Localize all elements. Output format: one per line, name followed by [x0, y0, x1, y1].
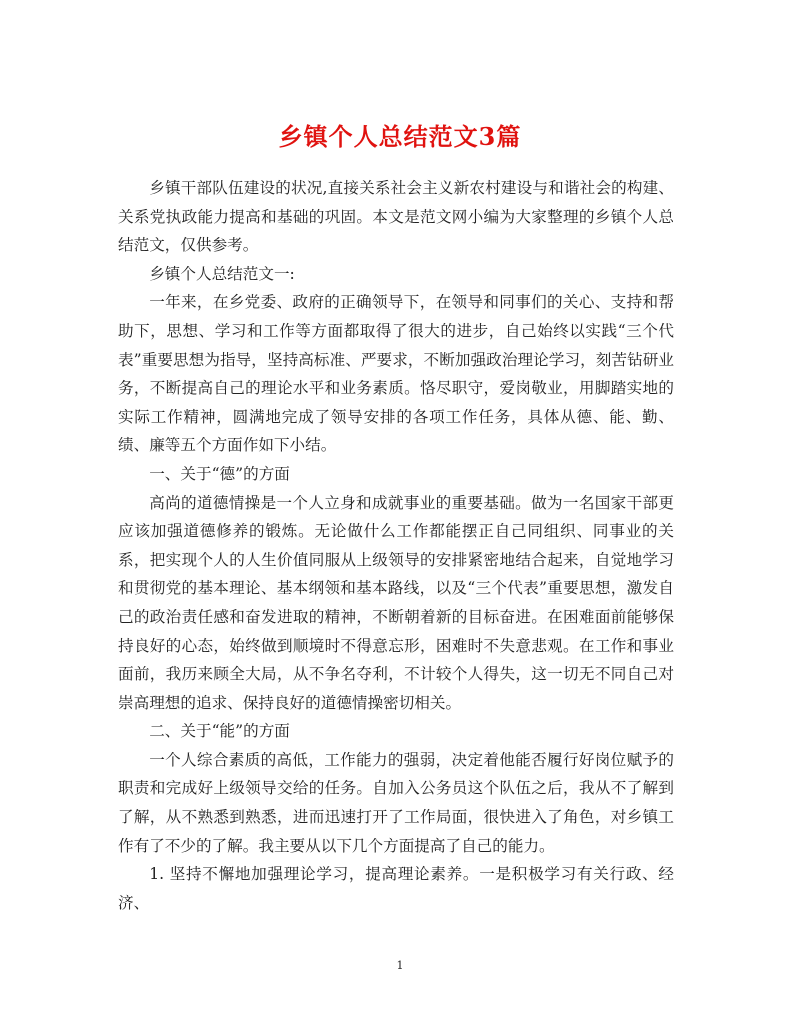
subsection-heading-neng: 二、关于“能”的方面 [149, 722, 290, 741]
document-body [118, 174, 674, 917]
body-paragraph: 高尚的道德情操是一个人立身和成就事业的重要基础。做为一名国家干部更应该加强道德修养的锻炼。无论做什么工作都能摆正自己同组织、同事业的关系，把实现个人的人生价值同服从上级领导的安排紧密地结合起来，自觉地学习和贯彻党的基本理论、基本纲领和基本路线，以及“三个代表”重要思想，激发自己的政治责任感和奋发进取的精神，不断朝着新的目标奋进。在困难面前能够保持良好的心态，始终做到顺境时不得意忘形，困难时不失意悲观。在工作和事业面前，我历来顾全大局，从不争名夺利，不计较个人得失，这一切无不同自己对崇高理想的追求、保持良好的道德情操密切相关。 [118, 493, 674, 712]
numbered-paragraph: 1. 坚持不懈地加强理论学习，提高理论素养。一是积极学习有关行政、经济、 [118, 865, 674, 912]
section-heading: 乡镇个人总结范文一: [149, 264, 295, 283]
document-title: 乡镇个人总结范文3篇 [278, 122, 522, 152]
intro-paragraph: 乡镇干部队伍建设的状况,直接关系社会主义新农村建设与和谐社会的构建、关系党执政能力提高和基础的巩固。本文是范文网小编为大家整理的乡镇个人总结范文，仅供参考。 [118, 179, 674, 255]
body-paragraph: 一个人综合素质的高低，工作能力的强弱，决定着他能否履行好岗位赋予的职责和完成好上级领导交给的任务。自加入公务员这个队伍之后，我从不了解到了解，从不熟悉到熟悉，进而迅速打开了工作局面，很快进入了角色，对乡镇工作有了不少的了解。我主要从以下几个方面提高了自己的能力。 [118, 750, 674, 855]
body-paragraph: 一年来，在乡党委、政府的正确领导下，在领导和同事们的关心、支持和帮助下，思想、学习和工作等方面都取得了很大的进步，自己始终以实践“三个代表”重要思想为指导，坚持高标准、严要求，不断加强政治理论学习，刻苦钻研业务，不断提高自己的理论水平和业务素质。恪尽职守，爱岗敬业，用脚踏实地的实际工作精神，圆满地完成了领导安排的各项工作任务，具体从德、能、勤、绩、廉等五个方面作如下小结。 [118, 293, 674, 455]
subsection-heading-de: 一、关于“德”的方面 [149, 464, 290, 483]
page-number: 1 [396, 959, 404, 972]
